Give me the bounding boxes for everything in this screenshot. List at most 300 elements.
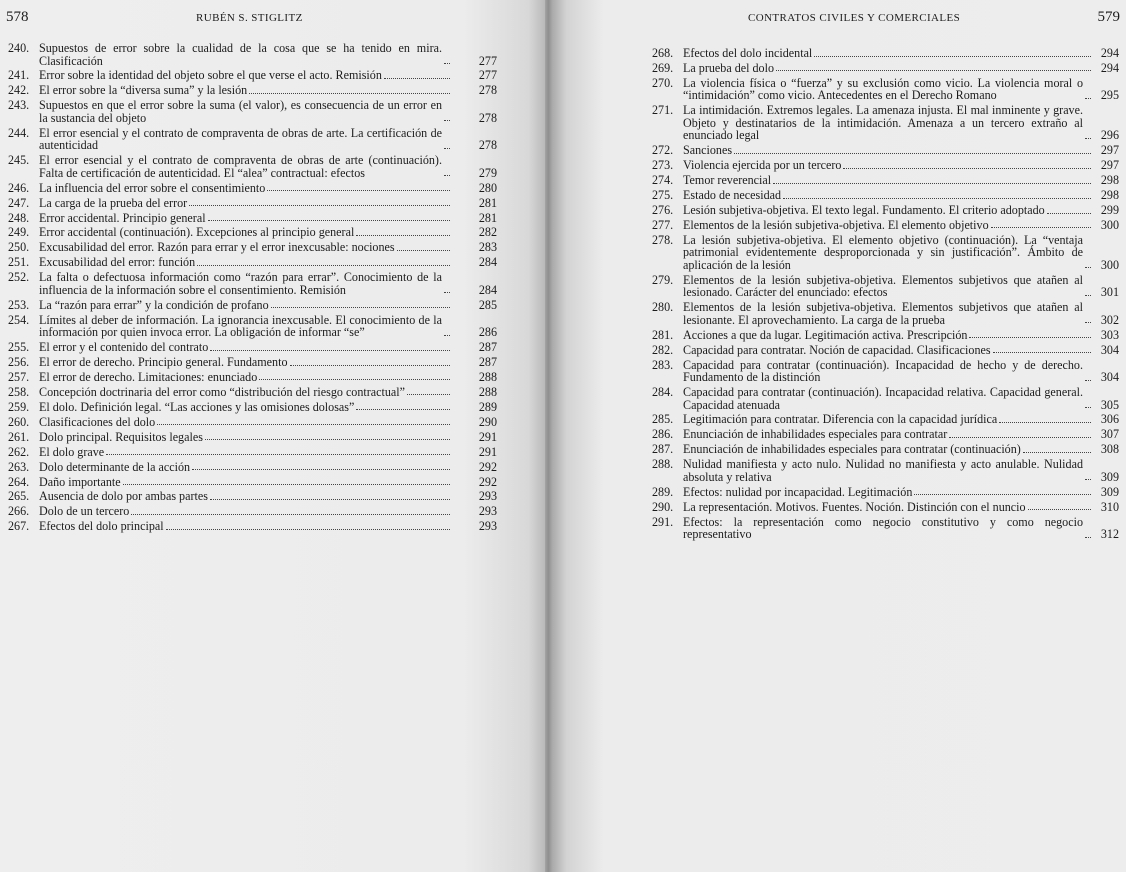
toc-entry	[8, 69, 500, 82]
section-title: Efectos: nulidad por incapacidad. Legitimación	[683, 484, 913, 499]
dot-leader	[734, 153, 1091, 154]
page-reference: 288	[478, 384, 497, 399]
page-reference: 293	[478, 519, 497, 534]
entry-text	[683, 386, 1092, 411]
page-reference: 304	[1100, 342, 1119, 357]
toc-entry	[8, 490, 500, 503]
section-number: 252.	[8, 270, 30, 285]
section-number: 278.	[652, 232, 674, 247]
section-title: Violencia ejercida por un tercero	[683, 158, 842, 173]
dot-leader	[131, 514, 450, 515]
section-title: Ausencia de dolo por ambas partes	[39, 489, 208, 504]
section-title: Clasificaciones del dolo	[39, 414, 156, 429]
entry-text	[39, 341, 451, 354]
page-reference: 286	[478, 325, 497, 340]
section-number: 274.	[652, 173, 674, 188]
dot-leader	[271, 307, 450, 308]
right-page	[552, 0, 1126, 872]
section-title: El dolo. Definición legal. “Las acciones y las omisiones dolosas”	[39, 399, 355, 414]
section-number: 285.	[652, 412, 674, 427]
section-title: Error accidental. Principio general	[39, 210, 206, 225]
section-number: 283.	[652, 357, 674, 372]
toc-entry	[652, 359, 1122, 384]
page-reference: 300	[1100, 257, 1119, 272]
section-title: La influencia del error sobre el consentimiento	[39, 180, 266, 195]
section-title: Efectos del dolo incidental	[683, 46, 813, 60]
section-title: La violencia física o “fuerza” y su exclusión como vicio. La violencia moral o “intimidación” como vicio. Antecedentes en el Derecho Romano	[683, 75, 1083, 103]
entry-text	[683, 301, 1092, 326]
entry-text	[39, 314, 451, 339]
section-title: Legitimación para contratar. Diferencia con la capacidad jurídica	[683, 412, 998, 427]
toc-entry	[8, 154, 500, 179]
page-reference: 287	[478, 355, 497, 369]
toc-entry	[652, 486, 1122, 499]
dot-leader	[356, 235, 450, 236]
entry-text	[39, 520, 451, 533]
section-title: Elementos de la lesión subjetiva-objetiva. Elementos subjetivos que atañen al lesionado. Carácter del enunciado: efectos	[683, 272, 1083, 300]
dot-leader	[197, 265, 450, 266]
toc-entry	[8, 226, 500, 239]
entry-text	[39, 299, 451, 312]
section-number: 282.	[652, 342, 674, 357]
page-reference: 290	[478, 414, 497, 429]
entry-text	[39, 226, 451, 239]
section-number: 256.	[8, 355, 30, 369]
section-title: Dolo principal. Requisitos legales	[39, 429, 203, 444]
section-number: 251.	[8, 255, 30, 270]
page-reference: 287	[478, 340, 497, 355]
entry-text	[683, 443, 1092, 456]
page-reference: 301	[1100, 285, 1119, 300]
page-reference: 278	[478, 83, 497, 98]
entry-text	[683, 77, 1092, 102]
section-title: Supuestos de error sobre la cualidad de la cosa que se ha tenido en mira. Clasificación	[39, 41, 442, 68]
section-number: 240.	[8, 41, 30, 55]
entry-text	[683, 234, 1092, 272]
page-reference: 304	[1100, 370, 1119, 385]
page-reference: 277	[478, 68, 497, 83]
section-title: La carga de la prueba del error	[39, 195, 188, 210]
section-title: Daño importante	[39, 474, 121, 489]
toc-entry	[8, 314, 500, 339]
section-title: Error accidental (continuación). Excepciones al principio general	[39, 225, 355, 240]
dot-leader	[444, 335, 450, 336]
toc-entry	[652, 428, 1122, 441]
toc-entry	[652, 144, 1122, 157]
dot-leader	[1085, 407, 1091, 408]
section-title: Concepción doctrinaria del error como “distribución del riesgo contractual”	[39, 384, 406, 399]
dot-leader	[1028, 509, 1091, 510]
section-title: Nulidad manifiesta y acto nulo. Nulidad no manifiesta y acto anulable. Nulidad absoluta y relativa	[683, 457, 1083, 484]
entry-text	[39, 154, 451, 179]
entry-text	[39, 212, 451, 225]
page-reference: 300	[1100, 217, 1119, 232]
page-reference: 281	[478, 210, 497, 225]
toc-entry	[652, 104, 1122, 142]
right-page-header	[552, 10, 1126, 30]
page-reference: 285	[478, 297, 497, 312]
toc-entry	[8, 356, 500, 369]
section-title: El error sobre la “diversa suma” y la lesión	[39, 83, 248, 98]
section-number: 271.	[652, 103, 674, 118]
toc-entry	[8, 182, 500, 195]
page-reference: 291	[478, 444, 497, 459]
page-reference: 279	[478, 165, 497, 180]
dot-leader	[773, 183, 1091, 184]
section-number: 267.	[8, 519, 30, 534]
left-page	[0, 0, 545, 872]
toc-entry	[652, 413, 1122, 426]
section-number: 259.	[8, 399, 30, 414]
dot-leader	[444, 120, 450, 121]
dot-leader	[1085, 138, 1091, 139]
dot-leader	[444, 175, 450, 176]
section-number: 266.	[8, 504, 30, 519]
section-title: Capacidad para contratar (continuación). Incapacidad de hecho y de derecho. Fundamento de la distinción	[683, 357, 1083, 385]
section-title: Excusabilidad del error. Razón para errar y el error inexcusable: nociones	[39, 240, 395, 255]
page-reference: 291	[478, 429, 497, 444]
toc-entry	[8, 299, 500, 312]
dot-leader	[1085, 380, 1091, 381]
section-title: El error esencial y el contrato de compraventa de obras de arte. La certificación de autenticidad	[39, 125, 442, 153]
toc-entry	[8, 256, 500, 269]
page-reference: 306	[1100, 412, 1119, 427]
toc-entry	[8, 416, 500, 429]
toc-entry	[652, 501, 1122, 514]
section-number: 265.	[8, 489, 30, 504]
section-number: 277.	[652, 217, 674, 232]
page-reference: 299	[1100, 203, 1119, 217]
section-number: 250.	[8, 240, 30, 255]
page-reference: 298	[1100, 188, 1119, 203]
page-reference: 293	[478, 489, 497, 504]
toc-entry	[652, 234, 1122, 272]
page-reference: 307	[1100, 427, 1119, 442]
page-reference: 312	[1100, 527, 1119, 542]
toc-entry	[8, 401, 500, 414]
page-reference: 298	[1100, 173, 1119, 188]
section-number: 249.	[8, 225, 30, 240]
section-number: 257.	[8, 369, 30, 384]
section-title: La lesión subjetiva-objetiva. El elemento objetivo (continuación). La “ventaja patrimonial evidentemente desproporcionada y sin justificación”. Ámbito de aplicación de la lesión	[683, 232, 1083, 272]
entry-text	[39, 401, 451, 414]
page-reference: 296	[1100, 128, 1119, 143]
entry-text	[683, 62, 1092, 75]
entry-text	[683, 486, 1092, 499]
dot-leader	[914, 494, 1091, 495]
section-number: 247.	[8, 195, 30, 210]
toc-entry	[8, 197, 500, 210]
section-number: 243.	[8, 98, 30, 113]
dot-leader	[123, 484, 450, 485]
toc-entry	[8, 271, 500, 296]
entry-text	[683, 104, 1092, 142]
dot-leader	[267, 190, 450, 191]
entry-text	[39, 446, 451, 459]
entry-text	[683, 458, 1092, 483]
dot-leader	[444, 148, 450, 149]
section-title: El dolo grave	[39, 444, 105, 459]
page-reference: 309	[1100, 469, 1119, 484]
entry-text	[683, 516, 1092, 541]
section-title: Sanciones	[683, 143, 733, 158]
section-title: Dolo determinante de la acción	[39, 459, 191, 474]
dot-leader	[290, 365, 450, 366]
section-title: Efectos: la representación como negocio constitutivo y como negocio representativo	[683, 514, 1083, 542]
entry-text	[683, 144, 1092, 157]
page-reference: 294	[1100, 60, 1119, 75]
section-title: Dolo de un tercero	[39, 504, 130, 519]
table-of-contents-left	[8, 42, 500, 535]
section-number: 291.	[652, 514, 674, 529]
entry-text	[39, 99, 451, 124]
dot-leader	[1047, 213, 1091, 214]
page-reference: 282	[478, 225, 497, 240]
page-reference: 295	[1100, 88, 1119, 103]
toc-entry	[8, 42, 500, 67]
section-number: 273.	[652, 158, 674, 173]
page-reference: 305	[1100, 397, 1119, 412]
entry-text	[39, 356, 451, 369]
dot-leader	[993, 352, 1091, 353]
dot-leader	[208, 220, 450, 221]
entry-text	[683, 159, 1092, 172]
toc-entry	[8, 431, 500, 444]
dot-leader	[407, 394, 450, 395]
dot-leader	[969, 337, 1091, 338]
section-number: 258.	[8, 384, 30, 399]
section-number: 288.	[652, 457, 674, 472]
dot-leader	[384, 78, 450, 79]
toc-entry	[8, 446, 500, 459]
toc-entry	[652, 219, 1122, 232]
dot-leader	[949, 437, 1091, 438]
dot-leader	[189, 205, 450, 206]
dot-leader	[1085, 295, 1091, 296]
toc-entry	[652, 274, 1122, 299]
page-reference: 288	[478, 369, 497, 384]
dot-leader	[259, 379, 450, 380]
section-number: 255.	[8, 340, 30, 355]
page-reference: 283	[478, 240, 497, 255]
dot-leader	[444, 63, 450, 64]
toc-entry	[652, 344, 1122, 357]
dot-leader	[1085, 98, 1091, 99]
section-title: Elementos de la lesión subjetiva-objetiva. El elemento objetivo	[683, 217, 989, 232]
page-number: 579	[1097, 9, 1120, 25]
page-reference: 297	[1100, 158, 1119, 173]
toc-entry	[652, 458, 1122, 483]
section-title: Enunciación de inhabilidades especiales para contratar	[683, 427, 948, 442]
section-title: Capacidad para contratar (continuación). Incapacidad relativa. Capacidad general. Capacidad atenuada	[683, 385, 1083, 412]
entry-text	[683, 47, 1092, 60]
section-title: La representación. Motivos. Fuentes. Noción. Distinción con el nuncio	[683, 499, 1026, 514]
entry-text	[683, 274, 1092, 299]
section-number: 281.	[652, 327, 674, 342]
entry-text	[39, 197, 451, 210]
section-number: 272.	[652, 143, 674, 158]
toc-entry	[652, 62, 1122, 75]
toc-entry	[8, 127, 500, 152]
page-reference: 284	[478, 255, 497, 270]
entry-text	[39, 84, 451, 97]
section-number: 276.	[652, 203, 674, 217]
running-head-author: RUBÉN S. STIGLITZ	[196, 12, 303, 24]
dot-leader	[1085, 322, 1091, 323]
section-title: Acciones a que da lugar. Legitimación activa. Prescripción	[683, 327, 968, 342]
section-title: El error de derecho. Limitaciones: enunciado	[39, 369, 258, 384]
section-number: 284.	[652, 385, 674, 399]
dot-leader	[249, 93, 450, 94]
entry-text	[683, 359, 1092, 384]
section-number: 287.	[652, 442, 674, 457]
section-title: Capacidad para contratar. Noción de capacidad. Clasificaciones	[683, 342, 991, 357]
toc-entry	[652, 204, 1122, 217]
section-number: 286.	[652, 427, 674, 442]
section-title: La intimidación. Extremos legales. La amenaza injusta. El mal inminente y grave. Objeto y destinatarios de la intimidación. Amenaza a un tercero extraño al enunciado legal	[683, 103, 1083, 143]
toc-entry	[8, 341, 500, 354]
entry-text	[39, 127, 451, 152]
page-number: 578	[6, 9, 29, 25]
entry-text	[39, 256, 451, 269]
dot-leader	[843, 168, 1091, 169]
entry-text	[39, 371, 451, 384]
page-reference: 310	[1100, 499, 1119, 514]
dot-leader	[776, 70, 1091, 71]
section-title: Temor reverencial	[683, 173, 772, 188]
section-title: Excusabilidad del error: función	[39, 255, 196, 270]
running-head-title: CONTRATOS CIVILES Y COMERCIALES	[748, 12, 961, 24]
section-title: La “razón para errar” y la condición de profano	[39, 297, 269, 312]
toc-entry	[652, 159, 1122, 172]
toc-entry	[652, 301, 1122, 326]
page-reference: 292	[478, 474, 497, 489]
section-number: 246.	[8, 180, 30, 195]
section-title: Elementos de la lesión subjetiva-objetiva. Elementos subjetivos que atañen al lesionante. El aprovechamiento. La carga de la prueba	[683, 300, 1083, 327]
section-number: 280.	[652, 300, 674, 315]
entry-text	[39, 490, 451, 503]
page-reference: 281	[478, 195, 497, 210]
entry-text	[39, 431, 451, 444]
section-title: El error y el contenido del contrato	[39, 340, 209, 355]
entry-text	[683, 204, 1092, 217]
page-reference: 284	[478, 282, 497, 297]
entry-text	[39, 42, 451, 67]
book-gutter	[545, 0, 552, 872]
page-reference: 297	[1100, 143, 1119, 158]
dot-leader	[205, 439, 450, 440]
section-number: 242.	[8, 83, 30, 98]
dot-leader	[397, 250, 450, 251]
section-number: 268.	[652, 46, 674, 60]
section-number: 245.	[8, 153, 30, 168]
section-title: Enunciación de inhabilidades especiales para contratar (continuación)	[683, 442, 1021, 457]
dot-leader	[1085, 479, 1091, 480]
left-page-header	[0, 10, 545, 30]
dot-leader	[356, 409, 450, 410]
page-reference: 294	[1100, 46, 1119, 60]
dot-leader	[166, 529, 450, 530]
entry-text	[683, 174, 1092, 187]
toc-entry	[8, 241, 500, 254]
dot-leader	[999, 422, 1091, 423]
page-reference: 289	[478, 399, 497, 414]
section-number: 279.	[652, 272, 674, 287]
page-reference: 302	[1100, 312, 1119, 327]
section-title: Error sobre la identidad del objeto sobre el que verse el acto. Remisión	[39, 68, 382, 83]
toc-entry	[652, 516, 1122, 541]
toc-entry	[652, 47, 1122, 60]
section-number: 264.	[8, 474, 30, 489]
section-number: 254.	[8, 312, 30, 327]
toc-entry	[652, 443, 1122, 456]
section-title: El error de derecho. Principio general. Fundamento	[39, 355, 288, 369]
section-number: 260.	[8, 414, 30, 429]
section-title: La prueba del dolo	[683, 60, 775, 75]
section-number: 263.	[8, 459, 30, 474]
dot-leader	[192, 469, 450, 470]
toc-entry	[8, 520, 500, 533]
entry-text	[39, 271, 451, 296]
section-number: 289.	[652, 484, 674, 499]
dot-leader	[991, 227, 1091, 228]
toc-entry	[652, 174, 1122, 187]
page-reference: 303	[1100, 327, 1119, 342]
section-title: Lesión subjetiva-objetiva. El texto legal. Fundamento. El criterio adoptado	[683, 203, 1045, 217]
section-title: Estado de necesidad	[683, 188, 782, 203]
toc-entry	[8, 99, 500, 124]
toc-entry	[652, 386, 1122, 411]
section-number: 253.	[8, 297, 30, 312]
page-reference: 292	[478, 459, 497, 474]
dot-leader	[1023, 452, 1091, 453]
entry-text	[39, 69, 451, 82]
section-title: Efectos del dolo principal	[39, 519, 164, 534]
entry-text	[683, 189, 1092, 202]
dot-leader	[106, 454, 450, 455]
section-number: 269.	[652, 60, 674, 75]
page-reference: 277	[478, 53, 497, 68]
section-number: 290.	[652, 499, 674, 514]
dot-leader	[783, 198, 1091, 199]
entry-text	[39, 476, 451, 489]
entry-text	[39, 182, 451, 195]
toc-entry	[652, 77, 1122, 102]
entry-text	[683, 219, 1092, 232]
entry-text	[39, 461, 451, 474]
entry-text	[39, 416, 451, 429]
entry-text	[39, 386, 451, 399]
toc-entry	[652, 189, 1122, 202]
page-reference: 280	[478, 180, 497, 195]
dot-leader	[157, 424, 450, 425]
section-number: 270.	[652, 75, 674, 90]
entry-text	[39, 241, 451, 254]
entry-text	[683, 501, 1092, 514]
dot-leader	[1085, 267, 1091, 268]
dot-leader	[210, 499, 450, 500]
toc-entry	[8, 476, 500, 489]
section-number: 241.	[8, 68, 30, 83]
section-number: 275.	[652, 188, 674, 203]
toc-entry	[8, 386, 500, 399]
table-of-contents-right	[652, 47, 1122, 543]
section-title: Límites al deber de información. La ignorancia inexcusable. El conocimiento de la información por quien invoca error. La obligación de informar “se”	[39, 312, 442, 340]
entry-text	[683, 413, 1092, 426]
section-title: El error esencial y el contrato de compraventa de obras de arte (continuación). Falta de certificación de autenticidad. El “alea” contractual: efectos	[39, 153, 442, 180]
section-number: 262.	[8, 444, 30, 459]
dot-leader	[1085, 537, 1091, 538]
